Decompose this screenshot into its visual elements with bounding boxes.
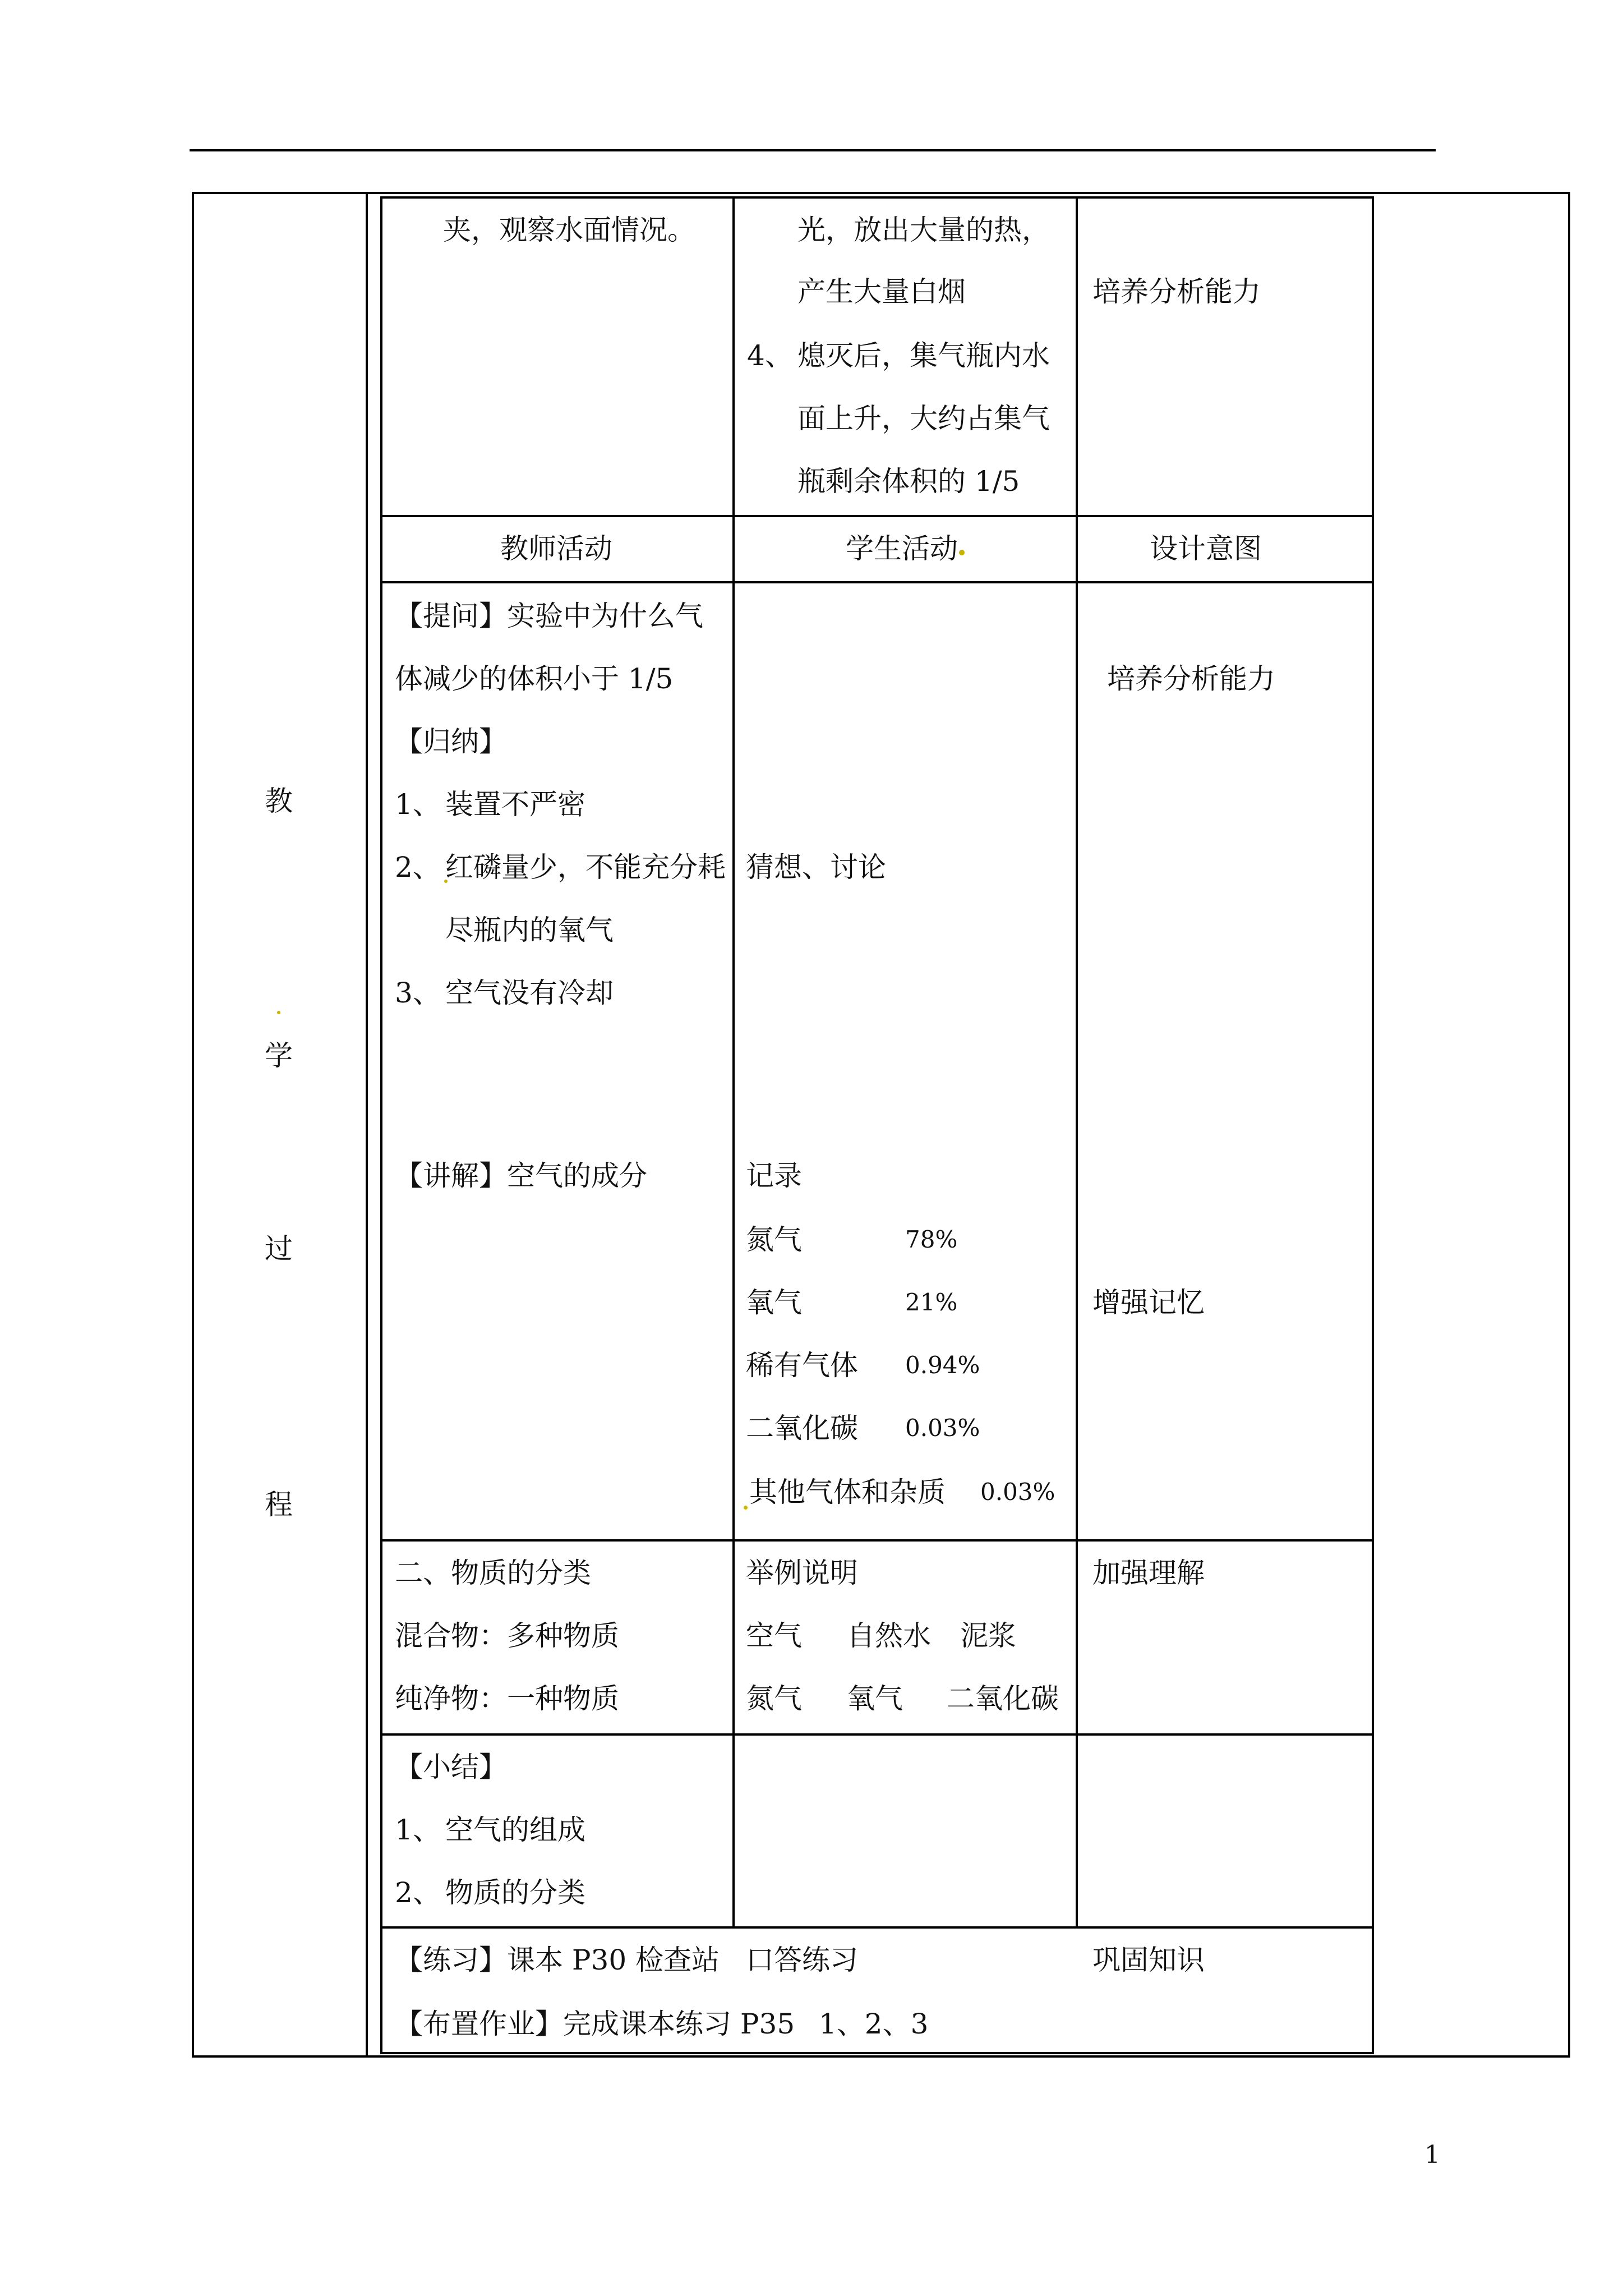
page-number: 1 [1424,2141,1440,2169]
question-teacher-line-2: 体减少的体积小于 1/5 [395,662,674,695]
outer-left-border [192,192,194,2058]
composition-name-3: 稀有气体 [746,1349,858,1382]
classify-student-line-1: 举例说明 [746,1557,858,1589]
col-divider-2 [1076,196,1078,1929]
top-teacher-text: 夹，观察水面情况。 [443,214,695,246]
header-student: 学生活动 [846,532,958,565]
side-label-char-2: 学 [265,1039,293,1072]
classify-example-nitrogen: 氮气 [746,1682,802,1715]
composition-value-4: 0.03% [905,1414,980,1442]
mark-dot [744,1506,748,1510]
col-divider-1 [732,196,735,1929]
question-intent-memory: 增强记忆 [1092,1286,1205,1319]
question-teacher-line-1: 【提问】实验中为什么气 [395,600,703,632]
question-teacher-line-3: 【归纳】 [395,725,507,758]
inner-bottom-border [380,2052,1374,2054]
inner-right-border [1372,196,1374,2054]
composition-name-4: 二氧化碳 [746,1412,858,1444]
practice-teacher-text: 【练习】课本 P30 检查站 [395,1944,720,1976]
row-line-2 [380,581,1374,583]
question-teacher-number-3: 3、 [395,977,441,1009]
summary-title: 【小结】 [395,1751,507,1783]
top-student-line-2: 产生大量白烟 [797,275,966,308]
question-student-guess: 猜想、讨论 [746,851,886,884]
question-teacher-line-7: 空气没有冷却 [445,977,614,1009]
summary-item-2: 物质的分类 [445,1876,585,1909]
classify-example-co2: 二氧化碳 [947,1682,1059,1715]
top-student-number-4: 4、 [747,339,793,372]
question-teacher-line-6: 尽瓶内的氧气 [445,914,614,946]
composition-value-1: 78% [905,1226,958,1253]
row-line-3 [380,1539,1374,1542]
practice-student-text: 口答练习 [746,1944,858,1976]
question-teacher-line-8: 【讲解】空气的成分 [395,1159,647,1192]
row-line-1 [380,515,1374,517]
header-rule [190,149,1436,151]
question-intent-text: 培养分析能力 [1107,662,1275,695]
inner-top-border [380,196,1374,199]
header-intent: 设计意图 [1150,532,1262,565]
composition-name-5: 其他气体和杂质 [749,1476,946,1508]
classify-teacher-line-3: 纯净物：一种物质 [395,1682,619,1715]
record-label: 记录 [746,1159,802,1192]
top-student-line-1: 光，放出大量的热， [797,214,1050,246]
summary-number-2: 2、 [395,1876,441,1909]
classify-example-mud: 泥浆 [960,1619,1016,1652]
top-student-line-4: 面上升，大约占集气 [797,402,1050,435]
composition-name-2: 氧气 [746,1286,802,1319]
homework-text: 【布置作业】完成课本练习 P35 [395,2008,795,2040]
composition-value-3: 0.94% [905,1351,980,1379]
classify-teacher-line-1: 二、物质的分类 [395,1557,591,1589]
classify-example-oxygen: 氧气 [847,1682,903,1715]
classify-teacher-line-2: 混合物：多种物质 [395,1619,619,1652]
homework-items: 1、2、3 [819,2008,929,2040]
top-student-line-3: 熄灭后，集气瓶内水 [797,339,1050,372]
composition-name-1: 氮气 [746,1223,802,1256]
summary-item-1: 空气的组成 [445,1814,585,1846]
question-teacher-line-5: 红磷量少，不能充分耗 [445,851,726,884]
question-teacher-number-2: 2、 [395,851,441,884]
inner-left-border [380,196,382,2054]
classify-example-natural-water: 自然水 [847,1619,931,1652]
label-column-divider [366,192,368,2058]
mark-dot [277,1011,280,1014]
question-teacher-line-4: 装置不严密 [445,788,585,821]
top-intent-text: 培养分析能力 [1092,275,1261,308]
composition-value-5: 0.03% [980,1478,1055,1506]
outer-top-border [192,192,1570,194]
question-teacher-number-1: 1、 [395,788,441,821]
row-line-4 [380,1733,1374,1736]
classify-example-air: 空气 [746,1619,802,1652]
composition-value-2: 21% [905,1289,958,1316]
practice-intent-text: 巩固知识 [1092,1944,1205,1976]
row-line-5 [380,1926,1374,1929]
side-label-char-1: 教 [265,785,293,817]
side-label-char-3: 过 [265,1232,293,1265]
top-student-line-5: 瓶剩余体积的 1/5 [797,465,1020,498]
header-teacher: 教师活动 [500,532,612,565]
outer-bottom-border [192,2055,1570,2058]
outer-right-border [1568,192,1570,2058]
summary-number-1: 1、 [395,1814,441,1846]
classify-intent-text: 加强理解 [1092,1557,1205,1589]
mark-dot [959,550,965,555]
side-label-char-4: 程 [265,1488,293,1521]
